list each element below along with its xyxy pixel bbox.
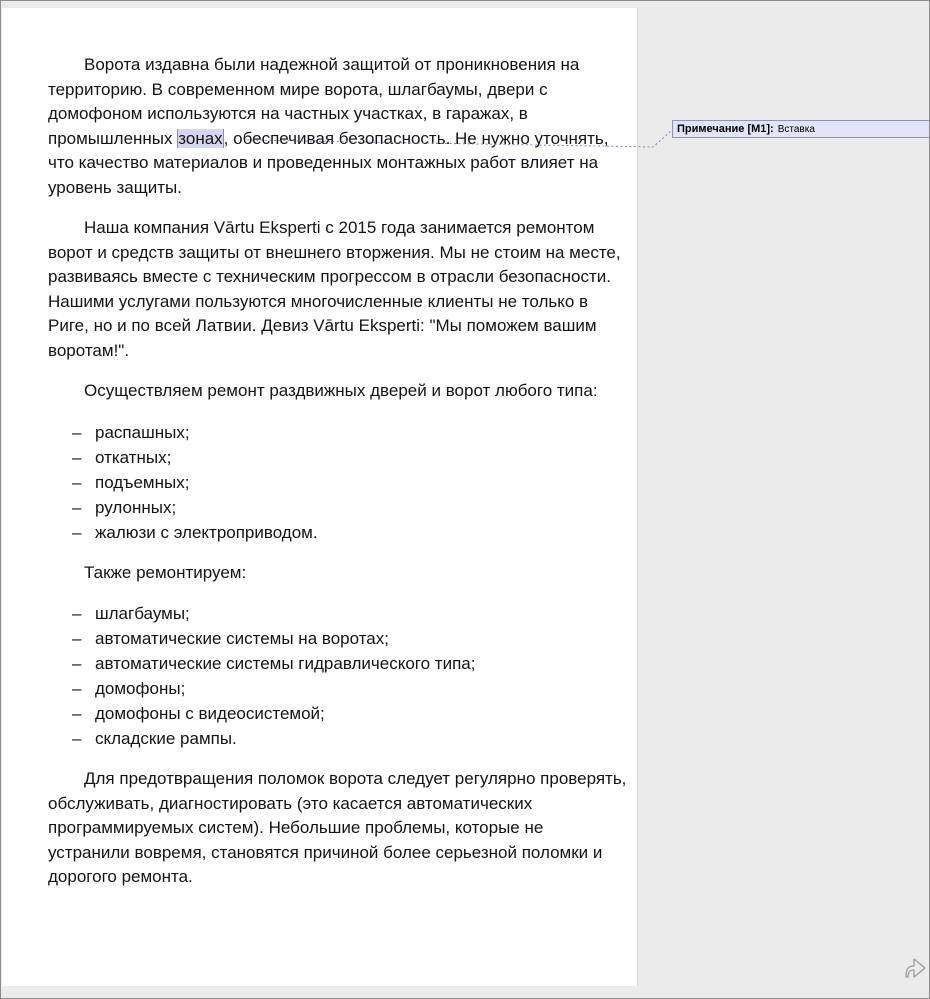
other-repairs-list: [48, 601, 628, 751]
list-item-label: автоматические системы на воротах;: [95, 629, 389, 648]
list-item: [48, 676, 628, 701]
dash-bullet: –: [72, 629, 82, 648]
commented-text-anchor[interactable]: зонах: [178, 128, 223, 148]
gate-types-list: [48, 420, 628, 545]
list-item-label: домофоны с видеосистемой;: [95, 704, 325, 723]
list-item-label: складские рампы.: [95, 729, 237, 748]
list-item: [48, 701, 628, 726]
paragraph-company: Наша компания Vārtu Eksperti с 2015 года занимается ремонтом ворот и средств защиты от внешнего вторжения. Мы не стоим на месте, развиваясь вместе с техническим прогрессом в отрасли безопасности. Нашими услугами пользуются многочисленные клиенты не только в Риге, но и по всей Латвии. Девиз Vārtu Eksperti: "Мы поможем вашим воротам!".: [48, 218, 621, 360]
dash-bullet: –: [72, 472, 82, 492]
list-item-label: подъемных;: [95, 472, 190, 492]
dash-bullet: –: [72, 654, 82, 673]
list-item: [48, 420, 628, 445]
dash-bullet: –: [72, 704, 82, 723]
paragraph-text: Ворота издавна были надежной защитой от проникновения на территорию. В современном мире ворота, шлагбаумы, двери с домофоном используются на частных участках, в гаражах, в промышленных: [48, 55, 580, 148]
list-item: [48, 651, 628, 676]
dash-bullet: –: [72, 497, 82, 517]
list-item-label: распашных;: [95, 422, 190, 442]
list-item-label: автоматические системы гидравлического типа;: [95, 654, 476, 673]
document-page[interactable]: [2, 8, 638, 986]
list-item-label: откатных;: [95, 447, 172, 467]
next-page-arrow-icon[interactable]: [901, 953, 929, 983]
dash-bullet: –: [72, 447, 82, 467]
list-item: [48, 495, 628, 520]
list-item: [48, 626, 628, 651]
list-item: [48, 601, 628, 626]
list-item-label: рулонных;: [95, 497, 177, 517]
paragraph-intro: [48, 53, 628, 200]
dash-bullet: –: [72, 422, 82, 442]
document-text: [48, 53, 628, 906]
comment-text: Вставка: [777, 123, 815, 135]
comment-balloon[interactable]: [672, 120, 930, 138]
dash-bullet: –: [72, 522, 82, 542]
comment-label: Примечание [M1]:: [677, 123, 774, 135]
dash-bullet: –: [72, 679, 82, 698]
paragraph-also-repair-lead: Также ремонтируем:: [84, 562, 247, 582]
paragraph-repair-types-lead: Осуществляем ремонт раздвижных дверей и ворот любого типа:: [84, 381, 598, 400]
list-item: [48, 726, 628, 751]
list-item: [48, 520, 628, 545]
dash-bullet: –: [72, 729, 82, 748]
paragraph-maintenance: Для предотвращения поломок ворота следует регулярно проверять, обслуживать, диагностировать (это касается автоматических программируемых систем). Небольшие проблемы, которые не устранили вовремя, становятся причиной более серьезной поломки и дорогого ремонта.: [48, 769, 627, 886]
list-item: [48, 445, 628, 470]
list-item-label: домофоны;: [95, 679, 186, 698]
list-item-label: шлагбаумы;: [95, 604, 190, 623]
list-item-label: жалюзи с электроприводом.: [95, 522, 318, 542]
list-item: [48, 470, 628, 495]
paragraph-text: , обеспечивая безопасность. Не нужно уточнять, что качество материалов и проведенных монтажных работ влияет на уровень защиты.: [48, 128, 609, 197]
dash-bullet: –: [72, 604, 82, 623]
